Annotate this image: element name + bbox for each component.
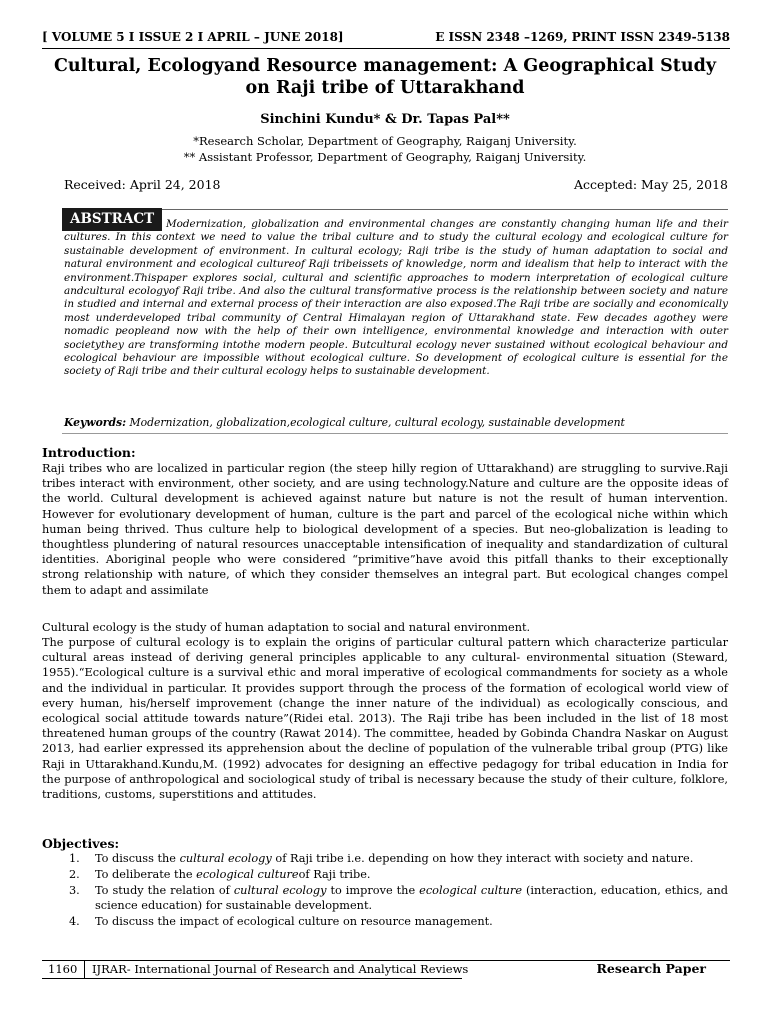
objective-item: [42, 883, 728, 915]
affiliation-2: ** Assistant Professor, Department of Geography, Raiganj University.: [183, 150, 587, 164]
objective-emphasis: ecological culture: [419, 883, 523, 897]
objectives-list: [42, 851, 728, 930]
objective-text: of Raji tribe.: [298, 867, 371, 881]
journal-name: IJRAR- International Journal of Research and Analytical Reviews: [92, 962, 469, 976]
objective-number: 3.: [69, 883, 80, 897]
objective-item: [42, 867, 728, 883]
volume-issue: [ VOLUME 5 I ISSUE 2 I APRIL – JUNE 2018]: [42, 30, 344, 44]
abstract-text: Modernization, globalization and environmental changes are constantly changing human life and their cultures. In this context we need to value the tribal culture and to study the cultural ecology and ecological culture for sustainable development of environment. In cultural ecology; Raji tribe is the study of human adaptation to social and natural environment and ecological cultureof Raji tribeissets of knowledge, norm and idealism that help to interact with the environment.Thispaper explores social, cultural and scientific approaches to modern interpretation of ecological culture andcultural ecologyof Raji tribe. And also the cultural transformative process is the relationship between society and nature in studied and internal and external process of their interaction are also exposed.The Raji tribe are socially and economically most underdeveloped tribal community of Central Himalayan region of Uttarakhand state. Few decades agothey were nomadic peopleand now with the help of their own intelligence, environmental knowledge and interaction with outer societythey are transforming intothe modern people. Butcultural ecology never sustained without ecological behaviour and ecological behaviour are impossible without ecological culture. So development of ecological culture is essential for the society of Raji tribe and their cultural ecology helps to sustainable development.: [64, 218, 728, 378]
objective-number: 1.: [69, 852, 80, 865]
received-date: Received: April 24, 2018: [64, 177, 221, 192]
objective-text: To discuss the impact of ecological culture on resource management.: [95, 915, 493, 929]
keywords: [64, 416, 728, 429]
objective-emphasis: ecological culture: [196, 867, 299, 881]
abstract-label: ABSTRACT: [62, 208, 162, 231]
objective-text: of Raji tribe i.e. depending on how they interact with society and nature.: [271, 852, 694, 865]
objective-text: To deliberate the: [95, 867, 197, 881]
affiliation-1: *Research Scholar, Department of Geography, Raiganj University.: [193, 134, 577, 148]
objective-text: To discuss the: [95, 852, 180, 865]
header-rule: [42, 48, 730, 49]
objective-item: [42, 914, 728, 930]
objective-emphasis: cultural ecology: [233, 883, 327, 897]
intro-paragraph-1: Raji tribes who are localized in particular region (the steep hilly region of Uttarakhand) are struggling to survive.Raji tribes interact with environment, other society, and are using technology.Nature and culture are the opposite ideas of the world. Cultural development is achieved against nature but nature is not the result of human intervention. However for evolutionary development of human, culture is the part and parcel of the ecological niche within which human being thrived. Thus culture help to biological development of a species. But neo-globalization is leading to thoughtless plundering of natural resources unacceptable intensification of inequality and standardization of cultural identities. Aboriginal people who were considered “primitive”have avoid this pitfall thanks to their exceptionally strong relationship with nature, of which they consider themselves an integral part. But ecological changes compel them to adapt and assimilate: [42, 462, 728, 597]
accepted-date: Accepted: May 25, 2018: [574, 177, 728, 192]
intro-paragraph-3: The purpose of cultural ecology is to explain the origins of particular cultural pattern which characterize particular cultural areas instead of deriving general principles applicable to any cultural- environmental situation (Steward, 1955).“Ecological culture is a survival ethic and moral imperative of ecological commandments for society as a whole and the individual in particular. It provides support through the process of the formation of ecological world view of every human, his/herself improvement (change the inner nature of the individual) as ecologically conscious, and ecological social attitude towards nature”(Ridei etal. 2013). The Raji tribe has been included in the list of 18 most threatened human groups of the country (Rawat 2014). The committee, headed by Gobinda Chandra Naskar on August 2013, had earlier expressed its apprehension about the decline of population of the vulnerable tribal group (PTG) like Raji in Uttarakhand.Kundu,M. (1992) advocates for designing an effective pedagogy for tribal education in India for the purpose of anthropological and sociological study of tribal is necessary because the study of their culture, folklore, traditions, customs, superstitions and attitudes.: [42, 636, 728, 802]
running-header: [42, 30, 730, 48]
introduction-heading: Introduction:: [42, 445, 136, 460]
issn: E ISSN 2348 –1269, PRINT ISSN 2349-5138: [435, 30, 730, 44]
paper-type: Research Paper: [596, 961, 706, 976]
keywords-label: Keywords:: [64, 416, 127, 429]
authors: Sinchini Kundu* & Dr. Tapas Pal**: [260, 112, 510, 127]
page-number: 1160: [48, 962, 78, 976]
objective-number: 2.: [69, 867, 80, 881]
abstract-bottom-rule: [62, 433, 728, 434]
intro-paragraph-2: Cultural ecology is the study of human adaptation to social and natural environment.: [42, 621, 531, 634]
objective-item: [42, 851, 728, 867]
objective-text: (interaction, education, ethics, and science education) for sustainable development.: [95, 883, 728, 913]
objective-text: To study the relation of: [95, 883, 234, 897]
objectives-heading: Objectives:: [42, 836, 120, 851]
paper-title: Cultural, Ecologyand Resource management: A Geographical Study on Raji tribe of Uttarakhand: [53, 56, 717, 98]
objective-text: to improve the: [326, 883, 420, 897]
objective-emphasis: cultural ecology: [179, 852, 272, 865]
footer-underline: [42, 960, 462, 979]
objective-number: 4.: [69, 915, 80, 929]
keywords-text: Modernization, globalization,ecological culture, cultural ecology, sustainable development: [126, 416, 625, 429]
